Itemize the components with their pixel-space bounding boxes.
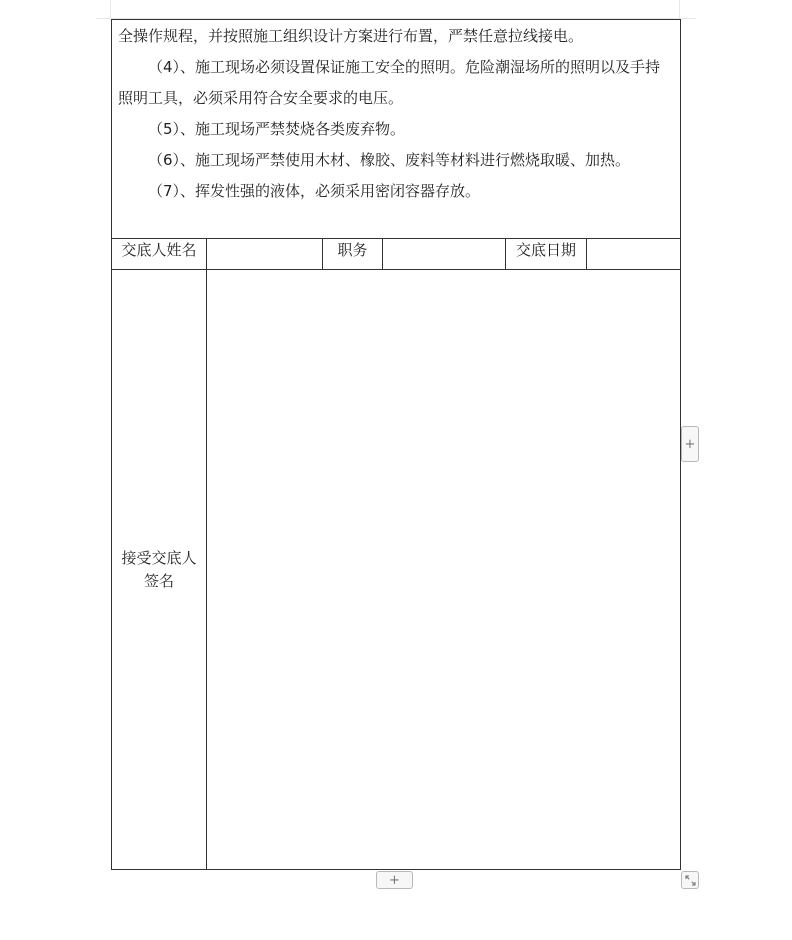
recipient-signature-label [112,270,207,870]
add-column-button[interactable] [681,426,699,462]
paragraph-item-7: （7）、挥发性强的液体，必须采用密闭容器存放。 [148,182,481,200]
page-right-margin-mark [679,0,680,18]
resize-icon [685,875,696,886]
briefing-date-label: 交底日期 [506,239,587,270]
briefing-date-cell[interactable] [587,239,681,270]
page-left-margin-mark [110,0,111,18]
position-cell[interactable] [383,239,506,270]
paragraph-item-5: （5）、施工现场严禁焚烧各类废弃物。 [148,120,406,138]
recipient-signature-cell[interactable] [207,270,681,870]
table-resize-handle[interactable] [681,871,699,889]
paragraph-item-6: （6）、施工现场严禁使用木材、橡胶、废料等材料进行燃烧取暖、加热。 [148,151,631,169]
position-label: 职务 [323,239,383,270]
recipient-signature-label-line1: 接受交底人 [121,548,197,567]
paragraph-continuation: 全操作规程，并按照施工组织设计方案进行布置，严禁任意拉线接电。 [118,27,584,45]
briefer-name-label: 交底人姓名 [112,239,207,270]
document-table [111,19,681,870]
plus-icon: + [389,872,400,888]
briefer-name-cell[interactable] [207,239,323,270]
paragraph-item-4: （4）、施工现场必须设置保证施工安全的照明。危险潮湿场所的照明以及手持照明工具，必须采用符合安全要求的电压。 [118,58,661,107]
plus-icon: + [684,436,696,452]
recipient-signature-label-line2: 签名 [143,571,174,590]
add-row-button[interactable] [376,871,413,889]
content-cell[interactable] [112,20,681,239]
